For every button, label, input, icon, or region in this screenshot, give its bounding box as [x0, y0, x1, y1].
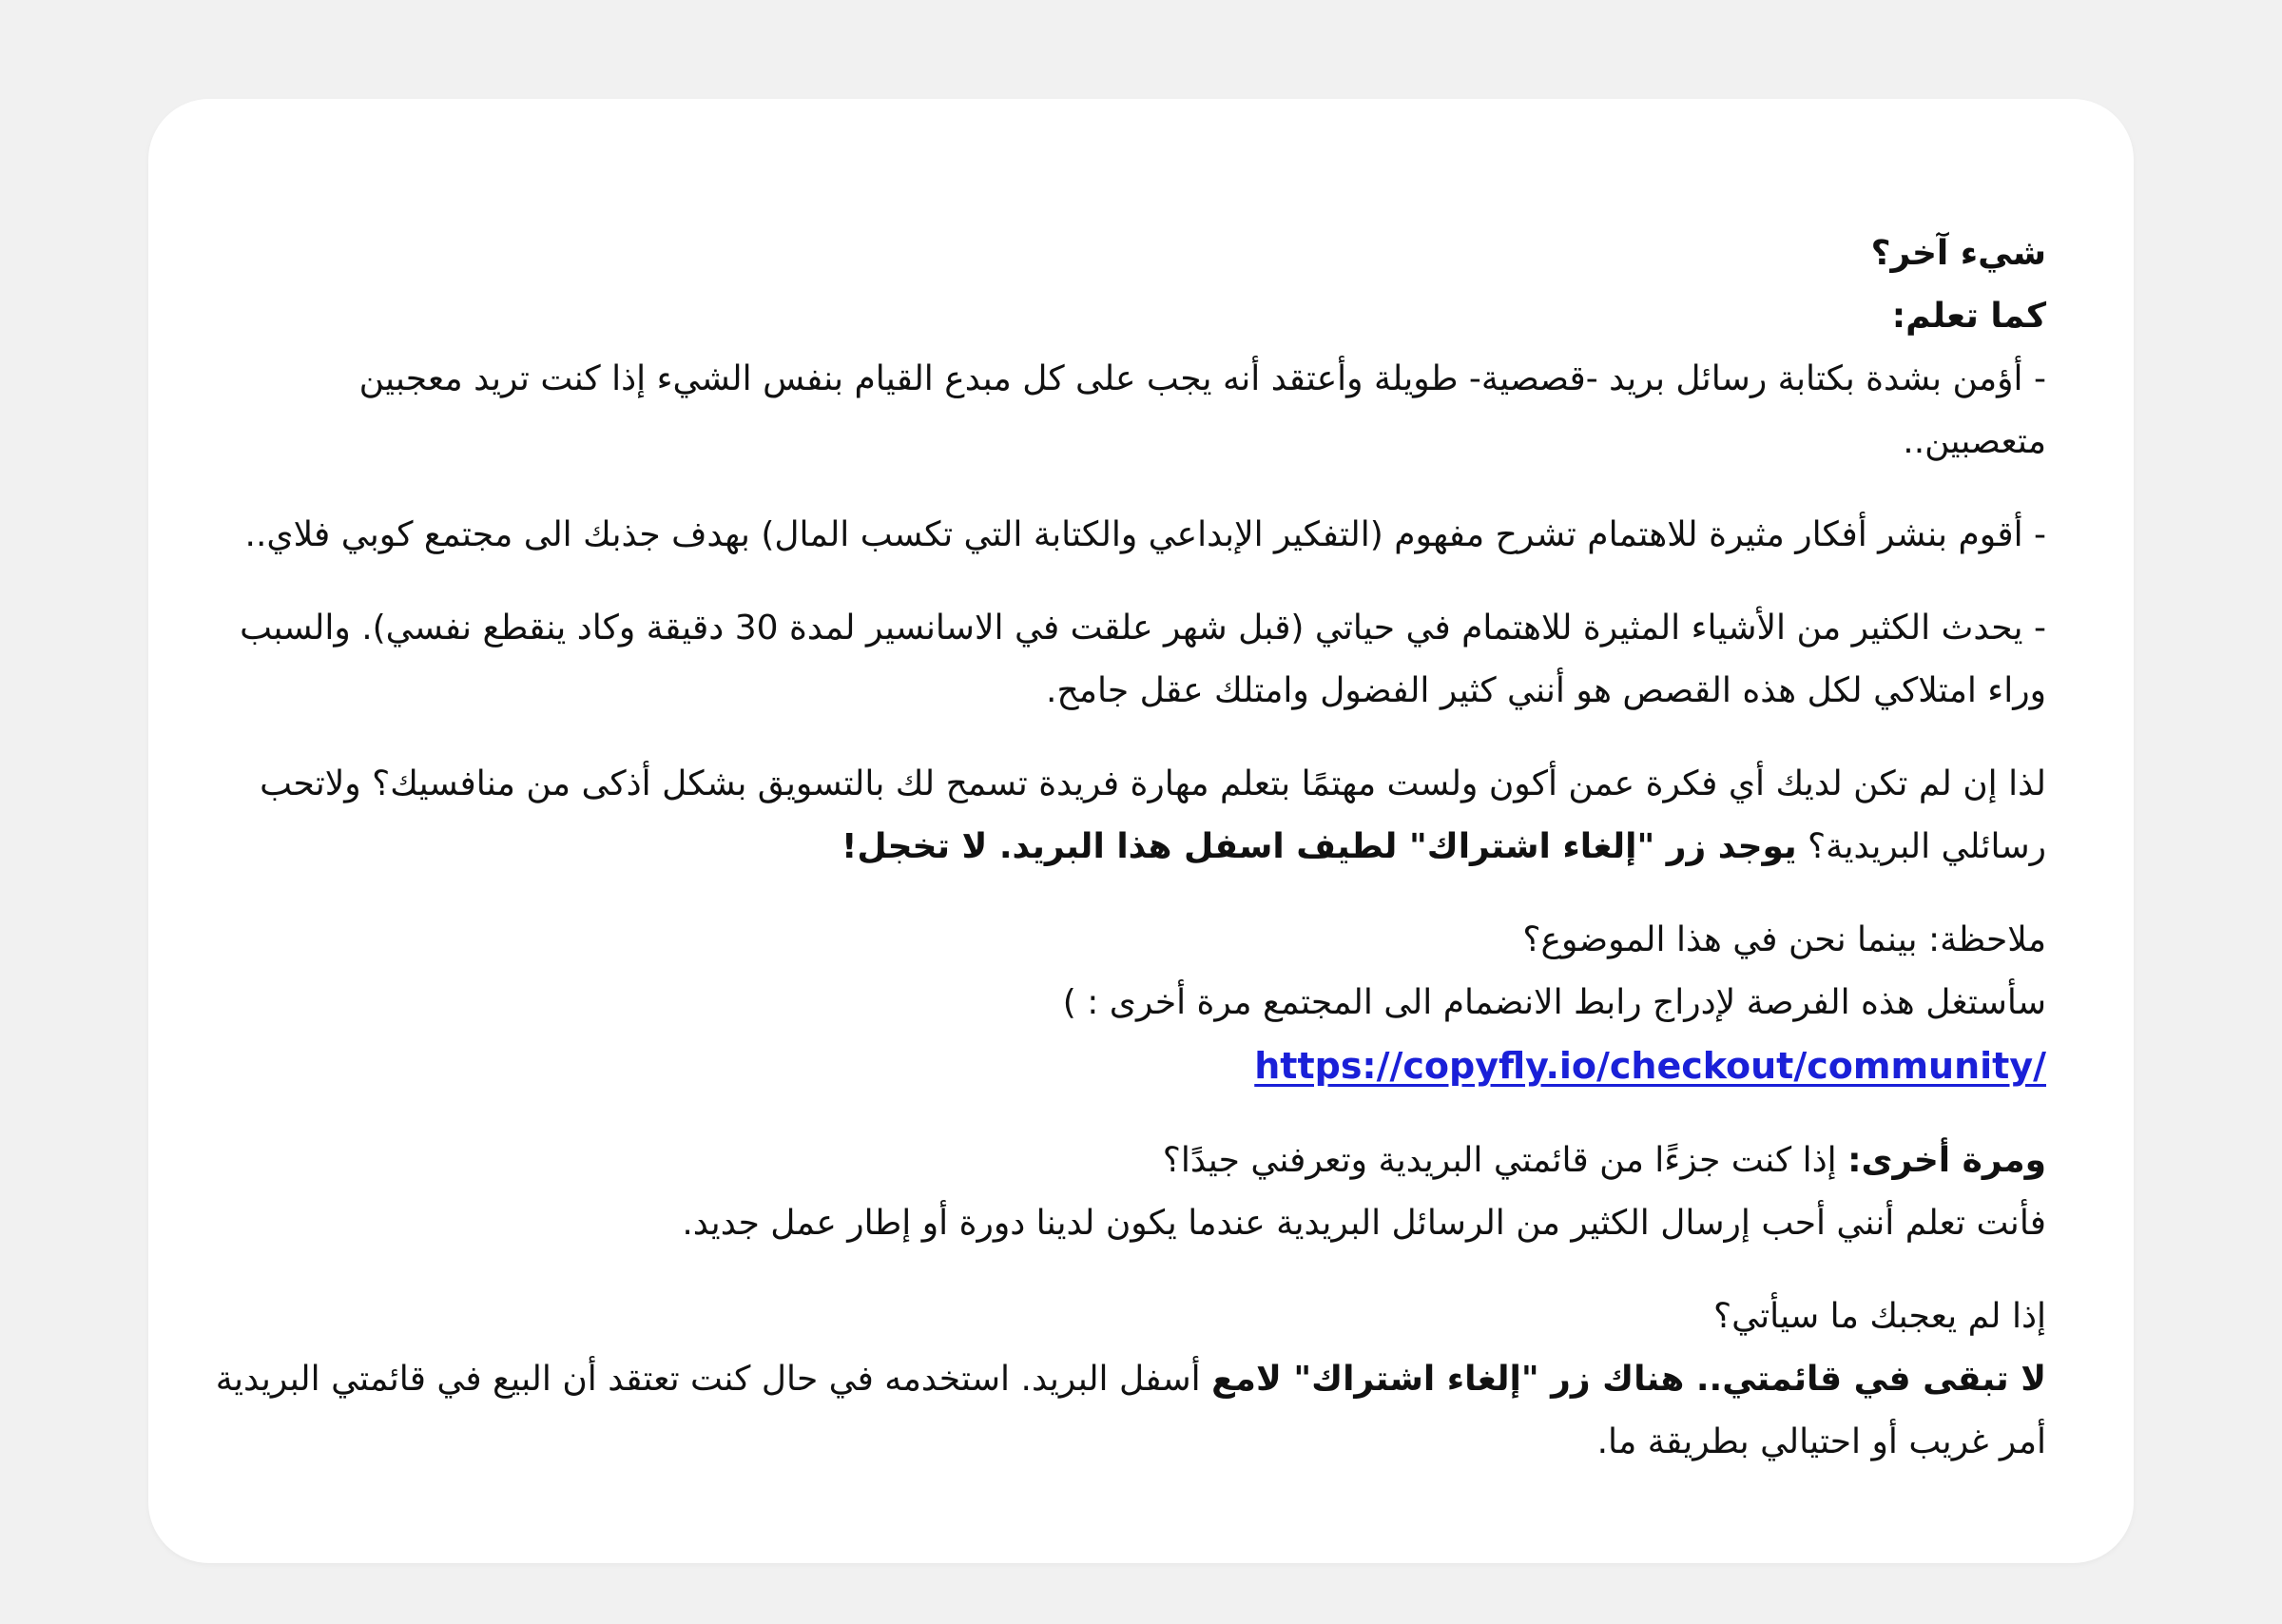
unsubscribe-paragraph — [211, 753, 2046, 879]
community-invite-text: سأستغل هذه الفرصة لإدراج رابط الانضمام الى المجتمع مرة أخرى : ) — [1062, 983, 2046, 1022]
again-paragraph — [211, 1130, 2046, 1192]
section-subtitle: كما تعلم: — [1891, 297, 2046, 336]
email-card — [148, 99, 2134, 1563]
community-link-row — [211, 1034, 2046, 1099]
closing-text: أسفل البريد. استخدمه في حال كنت تعتقد أن البيع في قائمتي البريدية أمر غريب أو احتيالي بطريقة ما. — [215, 1360, 2046, 1461]
bullet-stories: - يحدث الكثير من الأشياء المثيرة للاهتمام في حياتي (قبل شهر علقت في الاسانسير لمدة 30 دقيقة وكاد ينقطع نفسي). والسبب وراء امتلاكي لكل هذه القصص هو أنني كثير الفضول وامتلك عقل جامح. — [240, 609, 2046, 710]
unsubscribe-note: يوجد زر "إلغاء اشتراك" لطيف اسفل هذا البريد. لا تخجل! — [841, 827, 1797, 866]
again-label: ومرة أخرى: — [1847, 1141, 2046, 1180]
note-line: ملاحظة: بينما نحن في هذا الموضوع؟ — [1522, 920, 2046, 959]
closing-paragraph — [211, 1348, 2046, 1474]
bullet-ideas: - أقوم بنشر أفكار مثيرة للاهتمام تشرح مفهوم (التفكير الإبداعي والكتابة التي تكسب المال) بهدف جذبك الى مجتمع كوبي فلاي.. — [244, 515, 2046, 554]
closing-bold: لا تبقى في قائمتي.. هناك زر "إلغاء اشتراك" لامع — [1211, 1360, 2046, 1399]
unsubscribe-text: لذا إن لم تكن لديك أي فكرة عمن أكون ولست مهتمًا بتعلم مهارة فريدة تسمح لك بالتسويق بشكل أذكى من منافسيك؟ ولاتحب رسائلي البريدية؟ — [260, 764, 2046, 866]
email-body — [211, 222, 2046, 1474]
bullet-long-emails: - أؤمن بشدة بكتابة رسائل بريد -قصصية- طويلة وأعتقد أنه يجب على كل مبدع القيام بنفس الشيء إذا كنت تريد معجبين متعصبين.. — [358, 359, 2046, 461]
again-text: إذا كنت جزءًا من قائمتي البريدية وتعرفني جيدًا؟ — [1162, 1141, 1848, 1180]
section-title: شيء آخر؟ — [1870, 234, 2046, 273]
community-link[interactable]: https://copyfly.io/checkout/community/ — [1254, 1045, 2046, 1087]
closing-question: إذا لم يعجبك ما سيأتي؟ — [1713, 1297, 2046, 1336]
again-line-2: فأنت تعلم أنني أحب إرسال الكثير من الرسائل البريدية عندما يكون لدينا دورة أو إطار عمل جديد. — [682, 1204, 2046, 1243]
